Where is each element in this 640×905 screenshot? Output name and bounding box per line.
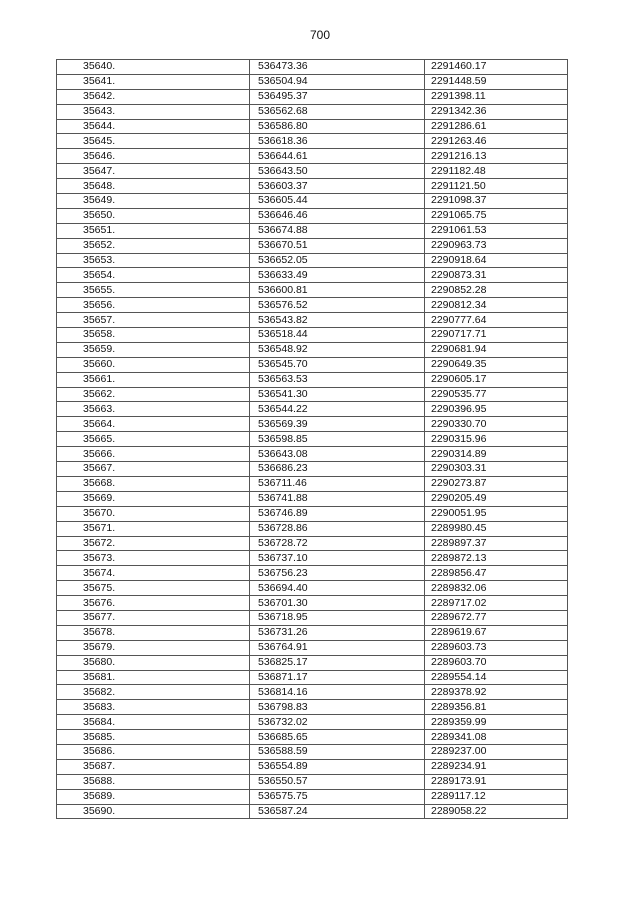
x-coordinate-cell: 536473.36 bbox=[250, 60, 425, 75]
table-row bbox=[57, 328, 568, 343]
x-coordinate-cell: 536694.40 bbox=[250, 581, 425, 596]
table-row bbox=[57, 536, 568, 551]
point-number-cell: 35640. bbox=[57, 60, 250, 75]
table-row bbox=[57, 759, 568, 774]
point-number-cell: 35670. bbox=[57, 506, 250, 521]
y-coordinate-cell: 2291121.50 bbox=[425, 179, 568, 194]
x-coordinate-cell: 536798.83 bbox=[250, 700, 425, 715]
coordinates-table-body bbox=[57, 60, 568, 819]
table-row bbox=[57, 581, 568, 596]
table-row bbox=[57, 655, 568, 670]
table-row bbox=[57, 551, 568, 566]
y-coordinate-cell: 2291263.46 bbox=[425, 134, 568, 149]
x-coordinate-cell: 536644.61 bbox=[250, 149, 425, 164]
y-coordinate-cell: 2290918.64 bbox=[425, 253, 568, 268]
y-coordinate-cell: 2290963.73 bbox=[425, 238, 568, 253]
table-row bbox=[57, 476, 568, 491]
y-coordinate-cell: 2290273.87 bbox=[425, 476, 568, 491]
table-row bbox=[57, 372, 568, 387]
y-coordinate-cell: 2291216.13 bbox=[425, 149, 568, 164]
y-coordinate-cell: 2291065.75 bbox=[425, 208, 568, 223]
point-number-cell: 35665. bbox=[57, 432, 250, 447]
table-row bbox=[57, 462, 568, 477]
page-number: 700 bbox=[309, 28, 331, 42]
point-number-cell: 35687. bbox=[57, 759, 250, 774]
y-coordinate-cell: 2289980.45 bbox=[425, 521, 568, 536]
x-coordinate-cell: 536587.24 bbox=[250, 804, 425, 819]
point-number-cell: 35643. bbox=[57, 104, 250, 119]
x-coordinate-cell: 536605.44 bbox=[250, 194, 425, 209]
y-coordinate-cell: 2290303.31 bbox=[425, 462, 568, 477]
table-row bbox=[57, 521, 568, 536]
point-number-cell: 35646. bbox=[57, 149, 250, 164]
x-coordinate-cell: 536731.26 bbox=[250, 625, 425, 640]
point-number-cell: 35650. bbox=[57, 208, 250, 223]
y-coordinate-cell: 2290315.96 bbox=[425, 432, 568, 447]
table-row bbox=[57, 60, 568, 75]
y-coordinate-cell: 2291448.59 bbox=[425, 74, 568, 89]
x-coordinate-cell: 536871.17 bbox=[250, 670, 425, 685]
x-coordinate-cell: 536548.92 bbox=[250, 342, 425, 357]
x-coordinate-cell: 536575.75 bbox=[250, 789, 425, 804]
x-coordinate-cell: 536554.89 bbox=[250, 759, 425, 774]
x-coordinate-cell: 536737.10 bbox=[250, 551, 425, 566]
y-coordinate-cell: 2291098.37 bbox=[425, 194, 568, 209]
y-coordinate-cell: 2289359.99 bbox=[425, 715, 568, 730]
point-number-cell: 35651. bbox=[57, 223, 250, 238]
point-number-cell: 35663. bbox=[57, 402, 250, 417]
y-coordinate-cell: 2290649.35 bbox=[425, 357, 568, 372]
x-coordinate-cell: 536701.30 bbox=[250, 596, 425, 611]
x-coordinate-cell: 536756.23 bbox=[250, 566, 425, 581]
point-number-cell: 35675. bbox=[57, 581, 250, 596]
y-coordinate-cell: 2289341.08 bbox=[425, 730, 568, 745]
table-row bbox=[57, 491, 568, 506]
point-number-cell: 35645. bbox=[57, 134, 250, 149]
point-number-cell: 35642. bbox=[57, 89, 250, 104]
x-coordinate-cell: 536764.91 bbox=[250, 640, 425, 655]
point-number-cell: 35677. bbox=[57, 610, 250, 625]
y-coordinate-cell: 2290205.49 bbox=[425, 491, 568, 506]
x-coordinate-cell: 536728.72 bbox=[250, 536, 425, 551]
x-coordinate-cell: 536643.08 bbox=[250, 447, 425, 462]
y-coordinate-cell: 2289856.47 bbox=[425, 566, 568, 581]
point-number-cell: 35656. bbox=[57, 298, 250, 313]
y-coordinate-cell: 2289603.70 bbox=[425, 655, 568, 670]
y-coordinate-cell: 2289234.91 bbox=[425, 759, 568, 774]
y-coordinate-cell: 2289619.67 bbox=[425, 625, 568, 640]
x-coordinate-cell: 536618.36 bbox=[250, 134, 425, 149]
x-coordinate-cell: 536563.53 bbox=[250, 372, 425, 387]
x-coordinate-cell: 536504.94 bbox=[250, 74, 425, 89]
x-coordinate-cell: 536586.80 bbox=[250, 119, 425, 134]
table-row bbox=[57, 432, 568, 447]
point-number-cell: 35683. bbox=[57, 700, 250, 715]
point-number-cell: 35681. bbox=[57, 670, 250, 685]
y-coordinate-cell: 2289378.92 bbox=[425, 685, 568, 700]
x-coordinate-cell: 536685.65 bbox=[250, 730, 425, 745]
y-coordinate-cell: 2290051.95 bbox=[425, 506, 568, 521]
y-coordinate-cell: 2289237.00 bbox=[425, 744, 568, 759]
y-coordinate-cell: 2290681.94 bbox=[425, 342, 568, 357]
table-row bbox=[57, 283, 568, 298]
table-row bbox=[57, 342, 568, 357]
point-number-cell: 35671. bbox=[57, 521, 250, 536]
x-coordinate-cell: 536562.68 bbox=[250, 104, 425, 119]
y-coordinate-cell: 2291460.17 bbox=[425, 60, 568, 75]
table-row bbox=[57, 804, 568, 819]
point-number-cell: 35664. bbox=[57, 417, 250, 432]
point-number-cell: 35682. bbox=[57, 685, 250, 700]
y-coordinate-cell: 2289058.22 bbox=[425, 804, 568, 819]
x-coordinate-cell: 536518.44 bbox=[250, 328, 425, 343]
x-coordinate-cell: 536576.52 bbox=[250, 298, 425, 313]
x-coordinate-cell: 536541.30 bbox=[250, 387, 425, 402]
table-row bbox=[57, 119, 568, 134]
x-coordinate-cell: 536588.59 bbox=[250, 744, 425, 759]
x-coordinate-cell: 536550.57 bbox=[250, 774, 425, 789]
y-coordinate-cell: 2290852.28 bbox=[425, 283, 568, 298]
table-row bbox=[57, 506, 568, 521]
point-number-cell: 35689. bbox=[57, 789, 250, 804]
x-coordinate-cell: 536569.39 bbox=[250, 417, 425, 432]
y-coordinate-cell: 2290535.77 bbox=[425, 387, 568, 402]
table-row bbox=[57, 715, 568, 730]
y-coordinate-cell: 2289554.14 bbox=[425, 670, 568, 685]
x-coordinate-cell: 536646.46 bbox=[250, 208, 425, 223]
point-number-cell: 35673. bbox=[57, 551, 250, 566]
y-coordinate-cell: 2291342.36 bbox=[425, 104, 568, 119]
point-number-cell: 35659. bbox=[57, 342, 250, 357]
table-row bbox=[57, 566, 568, 581]
table-row bbox=[57, 313, 568, 328]
y-coordinate-cell: 2289872.13 bbox=[425, 551, 568, 566]
y-coordinate-cell: 2290330.70 bbox=[425, 417, 568, 432]
y-coordinate-cell: 2289717.02 bbox=[425, 596, 568, 611]
table-row bbox=[57, 149, 568, 164]
y-coordinate-cell: 2289897.37 bbox=[425, 536, 568, 551]
point-number-cell: 35652. bbox=[57, 238, 250, 253]
x-coordinate-cell: 536600.81 bbox=[250, 283, 425, 298]
y-coordinate-cell: 2289173.91 bbox=[425, 774, 568, 789]
y-coordinate-cell: 2291182.48 bbox=[425, 164, 568, 179]
table-row bbox=[57, 774, 568, 789]
coordinates-table bbox=[56, 59, 568, 819]
y-coordinate-cell: 2289672.77 bbox=[425, 610, 568, 625]
point-number-cell: 35667. bbox=[57, 462, 250, 477]
table-row bbox=[57, 685, 568, 700]
table-row bbox=[57, 744, 568, 759]
table-row bbox=[57, 447, 568, 462]
table-row bbox=[57, 789, 568, 804]
y-coordinate-cell: 2291398.11 bbox=[425, 89, 568, 104]
x-coordinate-cell: 536544.22 bbox=[250, 402, 425, 417]
point-number-cell: 35655. bbox=[57, 283, 250, 298]
point-number-cell: 35641. bbox=[57, 74, 250, 89]
x-coordinate-cell: 536814.16 bbox=[250, 685, 425, 700]
point-number-cell: 35644. bbox=[57, 119, 250, 134]
table-row bbox=[57, 89, 568, 104]
point-number-cell: 35669. bbox=[57, 491, 250, 506]
y-coordinate-cell: 2290314.89 bbox=[425, 447, 568, 462]
table-row bbox=[57, 670, 568, 685]
point-number-cell: 35679. bbox=[57, 640, 250, 655]
table-row bbox=[57, 74, 568, 89]
y-coordinate-cell: 2291061.53 bbox=[425, 223, 568, 238]
table-row bbox=[57, 194, 568, 209]
point-number-cell: 35684. bbox=[57, 715, 250, 730]
point-number-cell: 35662. bbox=[57, 387, 250, 402]
table-row bbox=[57, 164, 568, 179]
table-row bbox=[57, 700, 568, 715]
table-row bbox=[57, 253, 568, 268]
x-coordinate-cell: 536718.95 bbox=[250, 610, 425, 625]
x-coordinate-cell: 536543.82 bbox=[250, 313, 425, 328]
point-number-cell: 35654. bbox=[57, 268, 250, 283]
x-coordinate-cell: 536633.49 bbox=[250, 268, 425, 283]
point-number-cell: 35657. bbox=[57, 313, 250, 328]
y-coordinate-cell: 2290605.17 bbox=[425, 372, 568, 387]
table-row bbox=[57, 357, 568, 372]
point-number-cell: 35685. bbox=[57, 730, 250, 745]
x-coordinate-cell: 536598.85 bbox=[250, 432, 425, 447]
y-coordinate-cell: 2291286.61 bbox=[425, 119, 568, 134]
x-coordinate-cell: 536674.88 bbox=[250, 223, 425, 238]
table-row bbox=[57, 134, 568, 149]
x-coordinate-cell: 536686.23 bbox=[250, 462, 425, 477]
table-row bbox=[57, 625, 568, 640]
y-coordinate-cell: 2289117.12 bbox=[425, 789, 568, 804]
table-row bbox=[57, 596, 568, 611]
x-coordinate-cell: 536670.51 bbox=[250, 238, 425, 253]
point-number-cell: 35672. bbox=[57, 536, 250, 551]
point-number-cell: 35660. bbox=[57, 357, 250, 372]
x-coordinate-cell: 536495.37 bbox=[250, 89, 425, 104]
point-number-cell: 35666. bbox=[57, 447, 250, 462]
table-row bbox=[57, 238, 568, 253]
point-number-cell: 35688. bbox=[57, 774, 250, 789]
y-coordinate-cell: 2290812.34 bbox=[425, 298, 568, 313]
x-coordinate-cell: 536825.17 bbox=[250, 655, 425, 670]
y-coordinate-cell: 2290777.64 bbox=[425, 313, 568, 328]
point-number-cell: 35678. bbox=[57, 625, 250, 640]
point-number-cell: 35647. bbox=[57, 164, 250, 179]
point-number-cell: 35653. bbox=[57, 253, 250, 268]
y-coordinate-cell: 2289832.06 bbox=[425, 581, 568, 596]
x-coordinate-cell: 536652.05 bbox=[250, 253, 425, 268]
point-number-cell: 35690. bbox=[57, 804, 250, 819]
table-row bbox=[57, 104, 568, 119]
point-number-cell: 35648. bbox=[57, 179, 250, 194]
y-coordinate-cell: 2289356.81 bbox=[425, 700, 568, 715]
y-coordinate-cell: 2289603.73 bbox=[425, 640, 568, 655]
table-row bbox=[57, 417, 568, 432]
table-row bbox=[57, 208, 568, 223]
table-row bbox=[57, 179, 568, 194]
x-coordinate-cell: 536711.46 bbox=[250, 476, 425, 491]
x-coordinate-cell: 536746.89 bbox=[250, 506, 425, 521]
table-row bbox=[57, 387, 568, 402]
table-row bbox=[57, 402, 568, 417]
x-coordinate-cell: 536741.88 bbox=[250, 491, 425, 506]
table-row bbox=[57, 640, 568, 655]
x-coordinate-cell: 536603.37 bbox=[250, 179, 425, 194]
y-coordinate-cell: 2290396.95 bbox=[425, 402, 568, 417]
table-row bbox=[57, 610, 568, 625]
x-coordinate-cell: 536545.70 bbox=[250, 357, 425, 372]
y-coordinate-cell: 2290873.31 bbox=[425, 268, 568, 283]
x-coordinate-cell: 536728.86 bbox=[250, 521, 425, 536]
table-row bbox=[57, 268, 568, 283]
point-number-cell: 35674. bbox=[57, 566, 250, 581]
x-coordinate-cell: 536732.02 bbox=[250, 715, 425, 730]
table-row bbox=[57, 730, 568, 745]
table-row bbox=[57, 298, 568, 313]
y-coordinate-cell: 2290717.71 bbox=[425, 328, 568, 343]
table-row bbox=[57, 223, 568, 238]
point-number-cell: 35661. bbox=[57, 372, 250, 387]
point-number-cell: 35676. bbox=[57, 596, 250, 611]
point-number-cell: 35668. bbox=[57, 476, 250, 491]
point-number-cell: 35686. bbox=[57, 744, 250, 759]
point-number-cell: 35658. bbox=[57, 328, 250, 343]
point-number-cell: 35680. bbox=[57, 655, 250, 670]
point-number-cell: 35649. bbox=[57, 194, 250, 209]
x-coordinate-cell: 536643.50 bbox=[250, 164, 425, 179]
